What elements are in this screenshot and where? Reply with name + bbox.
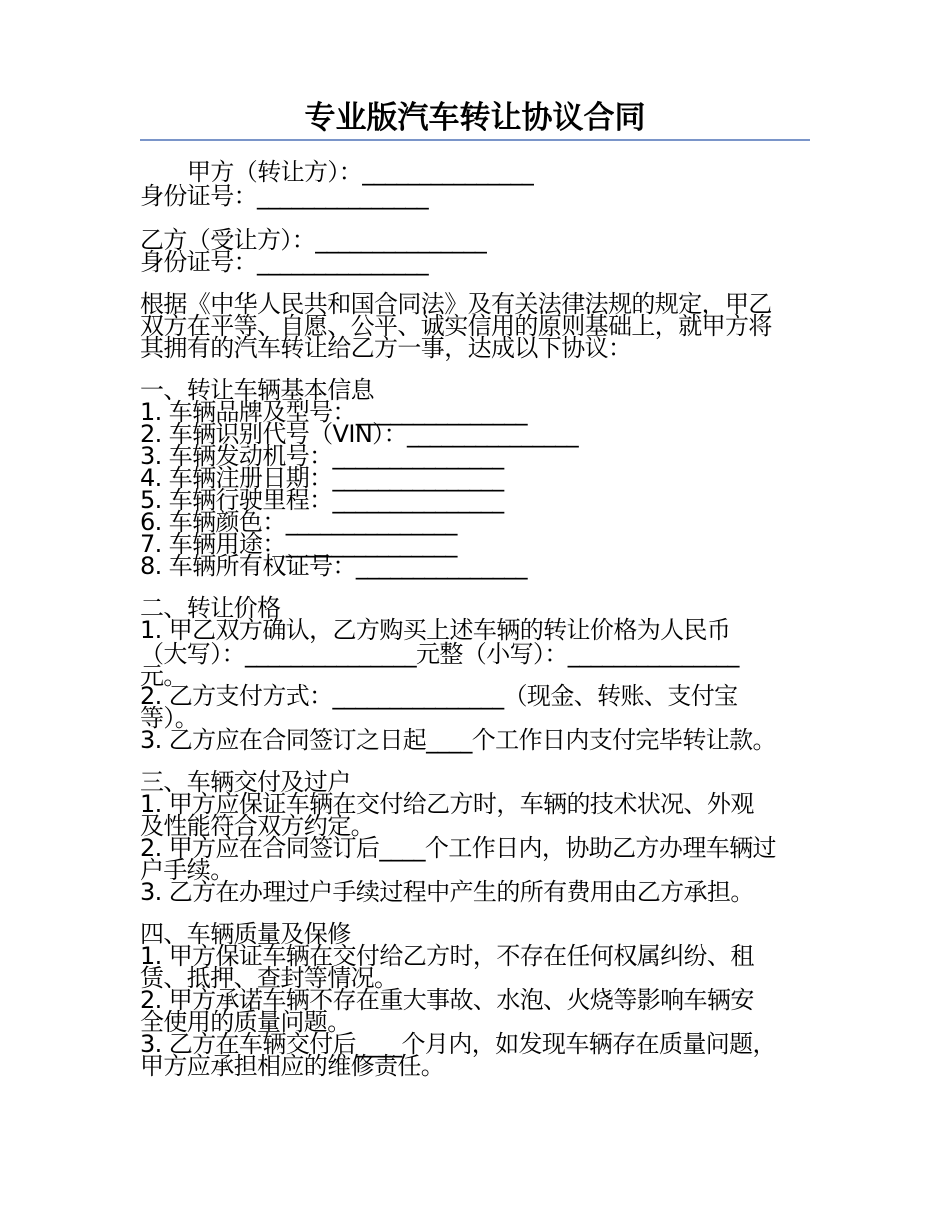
intro-line: 根据《中华人民共和国合同法》及有关法律法规的规定，甲乙 [140,290,772,318]
intro-line: 其拥有的汽车转让给乙方一事，达成以下协议： [140,334,632,362]
quality-line: 全使用的质量问题。 [140,1008,351,1036]
vehicle-info-item: 8. 车辆所有权证号：_______________ [140,552,527,580]
quality-line: 赁、抵押、查封等情况。 [140,964,398,992]
quality-line: 1. 甲方保证车辆在交付给乙方时，不存在任何权属纠纷、租 [140,942,754,970]
vehicle-info-item: 6. 车辆颜色：_______________ [140,508,457,536]
delivery-line: 1. 甲方应保证车辆在交付给乙方时，车辆的技术状况、外观 [140,790,754,818]
party-b-line: 乙方（受让方）：_______________ [140,226,487,254]
quality-line: 2. 甲方承诺车辆不存在重大事故、水泡、火烧等影响车辆安 [140,986,754,1014]
document-title: 专业版汽车转让协议合同 [304,100,646,136]
price-line: 等）。 [140,704,199,732]
section1-heading: 一、转让车辆基本信息 [140,376,374,404]
price-line: 3. 乙方应在合同签订之日起____个工作日内支付完毕转让款。 [140,726,776,754]
intro-line: 双方在平等、自愿、公平、诚实信用的原则基础上，就甲方将 [140,312,772,340]
vehicle-info-item: 2. 车辆识别代号（VIN）：_______________ [140,420,578,448]
quality-line: 甲方应承担相应的维修责任。 [140,1052,445,1080]
title-underline [140,139,810,141]
vehicle-info-item: 3. 车辆发动机号：_______________ [140,442,504,470]
price-line: （大写）：_______________元整（小写）：_______________ [140,640,739,668]
vehicle-info-item: 4. 车辆注册日期：_______________ [140,464,504,492]
vehicle-info-item: 5. 车辆行驶里程：_______________ [140,486,504,514]
price-line: 2. 乙方支付方式：_______________（现金、转账、支付宝 [140,682,738,710]
party-b-id-line: 身份证号：_______________ [140,248,428,276]
section4-heading: 四、车辆质量及保修 [140,920,351,948]
delivery-line: 3. 乙方在办理过户手续过程中产生的所有费用由乙方承担。 [140,878,754,906]
delivery-line: 及性能符合双方约定。 [140,812,374,840]
vehicle-info-item: 7. 车辆用途：_______________ [140,530,457,558]
quality-line: 3. 乙方在车辆交付后____个月内，如发现车辆存在质量问题， [140,1030,776,1058]
party-a-id-line: 身份证号：_______________ [140,182,428,210]
price-line: 1. 甲乙双方确认，乙方购买上述车辆的转让价格为人民币 [140,616,731,644]
party-a-line: 甲方（转让方）：_______________ [187,158,534,186]
vehicle-info-item: 1. 车辆品牌及型号：_______________ [140,398,527,426]
price-line: 元。 [140,662,187,690]
delivery-line: 户手续。 [140,856,234,884]
delivery-line: 2. 甲方应在合同签订后____个工作日内，协助乙方办理车辆过 [140,834,776,862]
section3-heading: 三、车辆交付及过户 [140,768,351,796]
section2-heading: 二、转让价格 [140,594,281,622]
